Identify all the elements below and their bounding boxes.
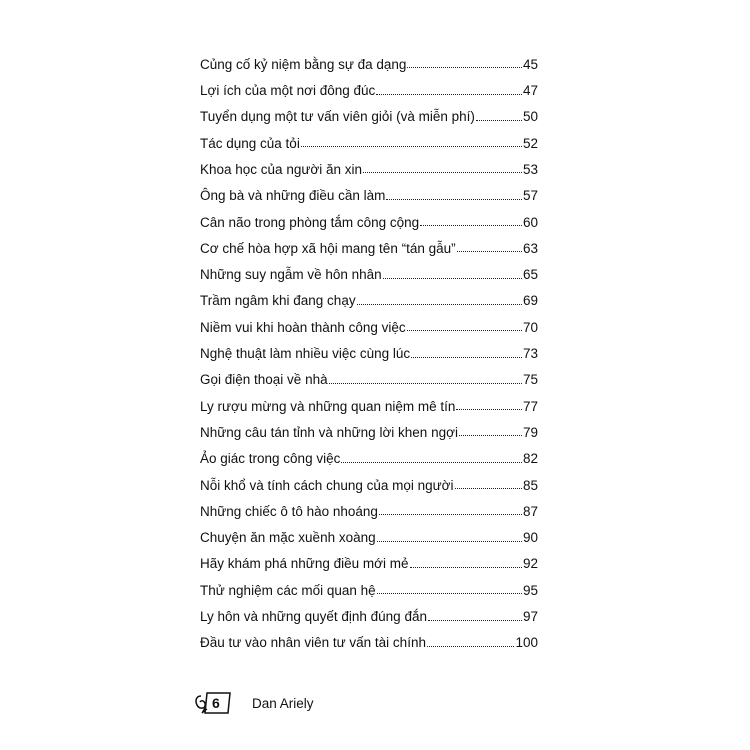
dot-leader [459,435,522,436]
toc-entry-title: Lợi ích của một nơi đông đúc [200,83,376,99]
page-number: 6 [212,695,220,711]
toc-entry[interactable] [200,387,538,413]
toc-entry-page: 47 [522,83,538,99]
toc-entry-title: Trầm ngâm khi đang chạy [200,293,356,309]
toc-entry[interactable] [200,334,538,360]
toc-entry-page: 65 [522,267,538,283]
page-number-badge [192,688,234,718]
toc-entry-page: 63 [522,240,538,256]
toc-entry-title: Niềm vui khi hoàn thành công việc [200,319,406,335]
toc-entry[interactable] [200,203,538,229]
dot-leader [476,120,522,121]
toc-entry-page: 70 [522,319,538,335]
toc-entry-page: 73 [522,346,538,362]
dot-leader [377,593,522,594]
toc-entry-title: Ly hôn và những quyết định đúng đắn [200,609,427,625]
toc-entry-page: 45 [522,56,538,72]
toc-entry-title: Khoa học của người ăn xin [200,161,362,177]
toc-entry-title: Cân não trong phòng tắm công cộng [200,214,420,230]
toc-entry-page: 87 [522,503,538,519]
toc-entry[interactable] [200,255,538,281]
toc-entry[interactable] [200,597,538,623]
dot-leader [410,567,522,568]
toc-entry-page: 69 [522,293,538,309]
toc-entry[interactable] [200,571,538,597]
toc-entry-title: Cơ chế hòa hợp xã hội mang tên “tán gẫu” [200,240,456,256]
toc-entry-title: Tuyển dụng một tư vấn viên giỏi (và miễn phí) [200,109,475,125]
toc-entry[interactable] [200,98,538,124]
toc-entry[interactable] [200,150,538,176]
toc-entry-page: 77 [522,398,538,414]
toc-entry[interactable] [200,45,538,71]
toc-entry-page: 90 [522,530,538,546]
toc-entry-title: Thử nghiệm các mối quan hệ [200,582,376,598]
toc-entry-page: 52 [522,135,538,151]
dot-leader [377,541,522,542]
dot-leader [420,225,522,226]
dot-leader [357,304,522,305]
dot-leader [383,278,522,279]
toc-entry-title: Gọi điện thoại về nhà [200,372,328,388]
toc-entry-page: 97 [522,609,538,625]
toc-entry-title: Chuyện ăn mặc xuềnh xoàng [200,530,376,546]
toc-entry[interactable] [200,492,538,518]
table-of-contents [200,45,538,650]
toc-entry-page: 57 [522,188,538,204]
toc-entry-page: 53 [522,161,538,177]
toc-entry-title: Đầu tư vào nhân viên tư vấn tài chính [200,635,426,651]
toc-entry-title: Tác dụng của tỏi [200,135,300,151]
dot-leader [427,646,515,647]
toc-entry[interactable] [200,308,538,334]
running-footer-author: Dan Ariely [252,695,314,711]
toc-entry[interactable] [200,624,538,650]
toc-entry[interactable] [200,176,538,202]
toc-entry[interactable] [200,413,538,439]
toc-entry[interactable] [200,545,538,571]
dot-leader [329,383,522,384]
dot-leader [376,94,522,95]
toc-entry-page: 50 [522,109,538,125]
toc-entry-title: Nghệ thuật làm nhiều việc cùng lúc [200,346,411,362]
toc-entry[interactable] [200,229,538,255]
dot-leader [386,199,522,200]
toc-entry-page: 95 [522,582,538,598]
toc-entry[interactable] [200,282,538,308]
toc-entry-page: 92 [522,556,538,572]
toc-entry-title: Hãy khám phá những điều mới mẻ [200,556,409,572]
dot-leader [379,514,522,515]
dot-leader [301,146,522,147]
toc-entry-title: Ly rượu mừng và những quan niệm mê tín [200,398,456,414]
dot-leader [455,488,522,489]
toc-entry-page: 82 [522,451,538,467]
toc-entry[interactable] [200,71,538,97]
toc-entry-page: 75 [522,372,538,388]
toc-entry[interactable] [200,518,538,544]
dot-leader [407,330,522,331]
toc-entry-title: Củng cố kỷ niệm bằng sự đa dạng [200,56,407,72]
toc-entry-title: Ảo giác trong công việc [200,451,341,467]
toc-entry-title: Ông bà và những điều cần làm [200,188,386,204]
dot-leader [457,251,522,252]
toc-entry-page: 79 [522,424,538,440]
dot-leader [428,620,522,621]
toc-entry-title: Nỗi khổ và tính cách chung của mọi người [200,477,454,493]
toc-entry[interactable] [200,124,538,150]
toc-entry-title: Những chiếc ô tô hào nhoáng [200,503,378,519]
dot-leader [456,409,522,410]
toc-entry-page: 100 [515,635,538,651]
dot-leader [411,357,522,358]
toc-entry[interactable] [200,361,538,387]
toc-entry-title: Những suy ngẫm về hôn nhân [200,267,382,283]
toc-entry-page: 60 [522,214,538,230]
toc-entry-title: Những câu tán tỉnh và những lời khen ngợi [200,424,458,440]
page-footer [192,688,314,718]
dot-leader [407,67,522,68]
dot-leader [341,462,522,463]
toc-entry-page: 85 [522,477,538,493]
dot-leader [363,172,522,173]
toc-entry[interactable] [200,439,538,465]
toc-entry[interactable] [200,466,538,492]
